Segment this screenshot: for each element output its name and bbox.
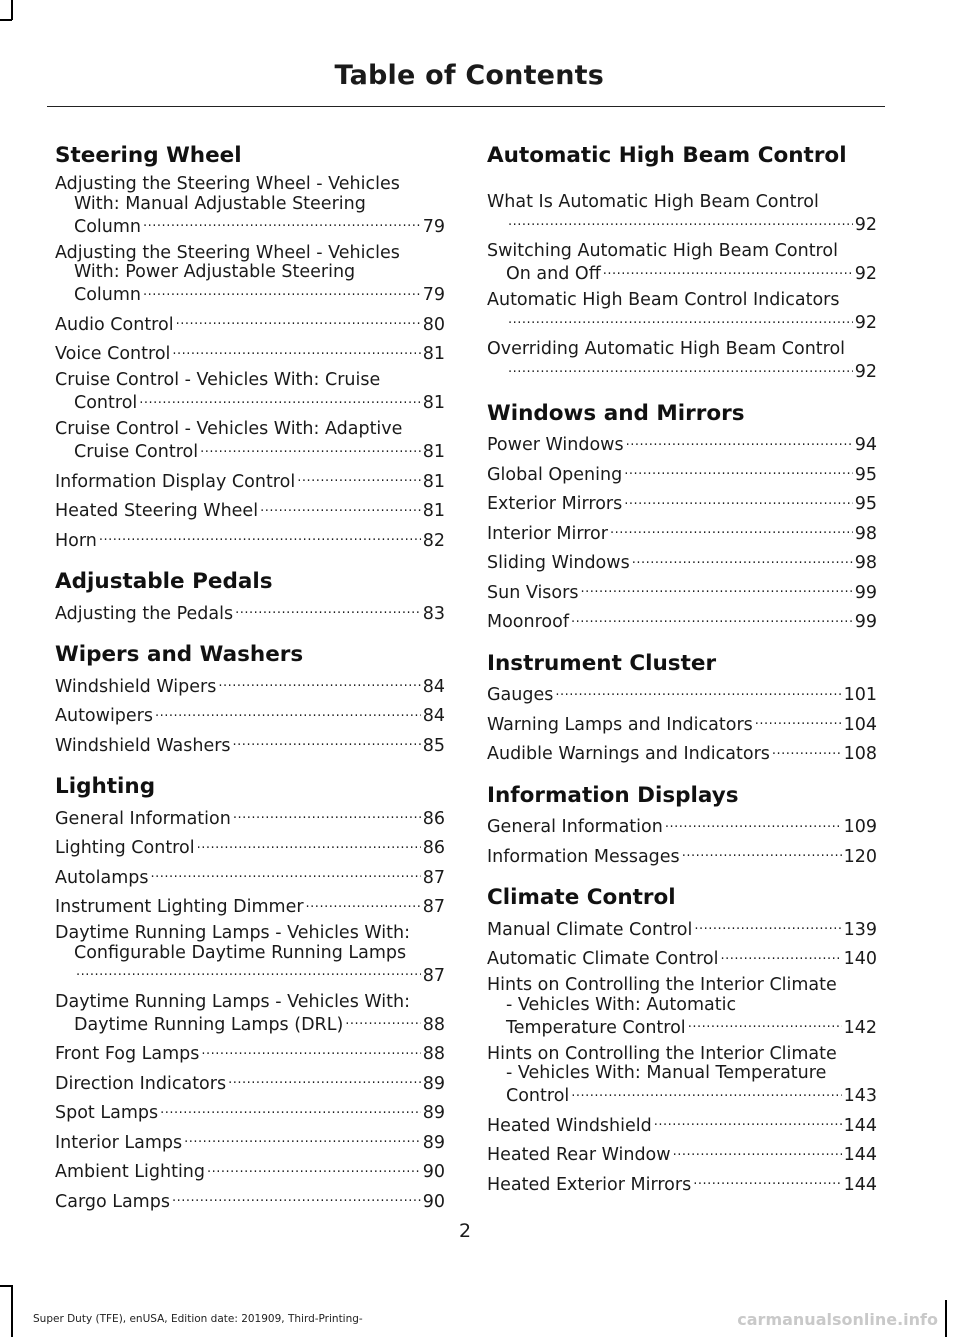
toc-entry[interactable] — [487, 193, 877, 236]
toc-page-number: 98 — [854, 553, 877, 573]
toc-entry-text: Autolamps — [55, 867, 149, 888]
toc-entry-text: General Information — [487, 817, 663, 837]
toc-entry[interactable] — [487, 1113, 877, 1136]
toc-entry-text: Direction Indicators — [55, 1073, 227, 1094]
dot-leader — [624, 492, 852, 510]
dot-leader — [235, 601, 421, 619]
toc-entry-text: Global Opening — [487, 464, 623, 485]
crop-mark — [11, 1285, 13, 1337]
dot-leader — [720, 947, 841, 965]
toc-entry[interactable] — [55, 674, 445, 697]
toc-entry[interactable] — [55, 371, 445, 414]
toc-entry-text: - Vehicles With: Manual Temperature — [506, 1063, 827, 1083]
toc-entry[interactable] — [55, 924, 445, 986]
toc-page-number: 90 — [422, 1191, 445, 1212]
toc-entry-text: Windshield Wipers — [55, 676, 217, 697]
toc-page-number: 87 — [422, 897, 445, 917]
toc-entry-text: - Vehicles With: Automatic — [506, 994, 737, 1015]
toc-entry-text: Gauges — [487, 685, 554, 705]
toc-entry-text: Cruise Control - Vehicles With: Cruise — [55, 371, 381, 390]
toc-entry[interactable] — [487, 433, 877, 456]
toc-section — [55, 642, 445, 756]
toc-entry-text: Warning Lamps and Indicators — [487, 714, 753, 735]
toc-entry[interactable] — [487, 580, 877, 603]
toc-entry-text: Windshield Washers — [55, 735, 231, 756]
dot-leader — [345, 1012, 420, 1030]
toc-entry-text: Column — [74, 285, 142, 305]
toc-entry-text: Interior Mirror — [487, 523, 608, 544]
toc-entry[interactable] — [55, 733, 445, 756]
toc-left-column — [55, 143, 445, 1230]
dot-leader — [155, 704, 421, 722]
dot-leader — [624, 462, 853, 480]
dot-leader — [508, 311, 853, 329]
toc-page-number: 81 — [422, 393, 445, 413]
toc-entry-text: Daytime Running Lamps - Vehicles With: — [55, 924, 411, 943]
dot-leader — [143, 283, 421, 301]
dot-leader — [654, 1113, 842, 1131]
toc-section — [487, 783, 877, 868]
toc-page-number: 144 — [843, 1174, 877, 1195]
toc-entry[interactable] — [55, 601, 445, 624]
toc-entry[interactable] — [487, 1172, 877, 1195]
toc-page-number: 89 — [422, 1103, 445, 1123]
toc-right-column — [487, 143, 877, 1213]
toc-page-number: 98 — [854, 523, 877, 544]
crop-mark — [0, 1285, 12, 1287]
toc-page-number: 81 — [422, 442, 445, 462]
toc-entry[interactable] — [55, 1071, 445, 1094]
toc-entry-text: Daytime Running Lamps (DRL) — [74, 1014, 344, 1035]
section-title: Wipers and Washers — [55, 642, 304, 667]
toc-entry[interactable] — [487, 844, 877, 867]
toc-page-number: 120 — [843, 846, 877, 867]
toc-page-number: 79 — [422, 285, 445, 305]
toc-entry-text: Adjusting the Steering Wheel - Vehicles — [55, 175, 400, 194]
toc-entry[interactable] — [55, 1042, 445, 1065]
toc-page-number: 88 — [422, 1044, 445, 1064]
toc-page-number: 140 — [843, 949, 877, 969]
toc-page-number: 83 — [422, 603, 445, 624]
toc-page-number: 89 — [422, 1132, 445, 1153]
toc-entry[interactable] — [487, 242, 877, 285]
toc-page-number: 85 — [422, 735, 445, 756]
toc-entry[interactable] — [55, 499, 445, 522]
toc-entry[interactable] — [55, 1130, 445, 1153]
toc-entry-text: With: Power Adjustable Steering — [74, 262, 356, 282]
toc-entry[interactable] — [55, 993, 445, 1036]
toc-entry-text: Exterior Mirrors — [487, 494, 623, 514]
dot-leader — [297, 469, 421, 487]
toc-page-number: 139 — [843, 919, 877, 940]
toc-page-number: 84 — [422, 676, 445, 697]
toc-entry-text: Instrument Lighting Dimmer — [55, 897, 304, 917]
dot-leader — [151, 865, 421, 883]
toc-entry-text: Voice Control — [55, 344, 171, 364]
dot-leader — [139, 391, 420, 409]
toc-entry-text: Control — [74, 393, 138, 413]
dot-leader — [233, 733, 421, 751]
crop-mark — [945, 1300, 947, 1337]
toc-entry[interactable] — [487, 712, 877, 735]
dot-leader — [693, 1172, 841, 1190]
toc-section — [487, 885, 877, 1195]
toc-page-number: 92 — [854, 215, 877, 235]
toc-entry[interactable] — [487, 462, 877, 485]
toc-entry[interactable] — [55, 836, 445, 859]
dot-leader — [755, 712, 842, 730]
toc-section — [487, 143, 877, 383]
dot-leader — [673, 1143, 842, 1161]
dot-leader — [571, 610, 853, 628]
toc-entry-text: Information Display Control — [55, 471, 296, 492]
toc-entry[interactable] — [55, 1101, 445, 1124]
toc-entry-text: Sliding Windows — [487, 553, 630, 573]
toc-entry[interactable] — [487, 551, 877, 574]
dot-leader — [508, 213, 853, 231]
toc-page-number: 92 — [854, 264, 877, 284]
dot-leader — [632, 551, 853, 569]
toc-entry-text: Heated Steering Wheel — [55, 501, 259, 521]
toc-entry-text: Column — [74, 216, 142, 237]
toc-page-number: 99 — [854, 612, 877, 632]
toc-page-number: 84 — [422, 706, 445, 726]
toc-entry-text: Moonroof — [487, 612, 569, 632]
toc-page-number: 99 — [854, 582, 877, 603]
toc-entry[interactable] — [55, 1160, 445, 1183]
toc-entry[interactable] — [487, 340, 877, 383]
toc-entry[interactable] — [55, 806, 445, 829]
toc-page-number: 142 — [843, 1017, 877, 1038]
dot-leader — [603, 262, 853, 280]
toc-page-number: 80 — [422, 314, 445, 335]
toc-entry-text: Lighting Control — [55, 838, 195, 858]
toc-entry-text: Cruise Control — [74, 442, 199, 462]
toc-entry[interactable] — [55, 420, 445, 463]
toc-entry-text: Adjusting the Steering Wheel - Vehicles — [55, 243, 400, 263]
toc-section — [55, 774, 445, 1212]
toc-entry[interactable] — [487, 291, 877, 334]
toc-page-number: 81 — [422, 501, 445, 521]
dot-leader — [580, 580, 852, 598]
section-title: Automatic High Beam Control — [487, 143, 847, 168]
toc-section — [487, 651, 877, 765]
toc-entry[interactable] — [487, 947, 877, 970]
toc-entry-text: Switching Automatic High Beam Control — [487, 242, 838, 261]
toc-page-number: 109 — [843, 817, 877, 837]
dot-leader — [665, 815, 842, 833]
toc-page-number: 89 — [422, 1073, 445, 1094]
toc-entry-text: Cruise Control - Vehicles With: Adaptive — [55, 420, 403, 439]
page-title: Table of Contents — [334, 60, 604, 91]
toc-entry[interactable] — [487, 492, 877, 515]
toc-page-number: 82 — [422, 530, 445, 551]
toc-entry[interactable] — [487, 683, 877, 706]
dot-leader — [233, 806, 421, 824]
toc-entry-text: Manual Climate Control — [487, 919, 693, 940]
dot-leader — [99, 528, 421, 546]
toc-entry[interactable] — [55, 528, 445, 551]
section-title: Climate Control — [487, 885, 676, 910]
section-title: Lighting — [55, 774, 156, 799]
crop-mark — [0, 19, 12, 21]
toc-page-number: 86 — [422, 808, 445, 829]
toc-section — [55, 143, 445, 551]
dot-leader — [772, 742, 842, 760]
toc-entry-text: Autowipers — [55, 706, 153, 726]
dot-leader — [200, 440, 421, 458]
toc-entry-text: Power Windows — [487, 435, 624, 455]
toc-page-number: 90 — [422, 1162, 445, 1182]
toc-section — [487, 401, 877, 633]
toc-page-number: 104 — [843, 714, 877, 735]
toc-entry-text: Hints on Controlling the Interior Climate — [487, 1044, 837, 1064]
toc-entry[interactable] — [55, 244, 445, 306]
dot-leader — [184, 1130, 421, 1148]
dot-leader — [610, 521, 853, 539]
dot-leader — [160, 1101, 421, 1119]
toc-entry-text: Horn — [55, 530, 97, 551]
toc-section — [55, 569, 445, 624]
toc-page-number: 101 — [843, 685, 877, 705]
toc-entry[interactable] — [487, 976, 877, 1038]
toc-page-number: 94 — [854, 435, 877, 455]
toc-entry-text: Heated Rear Window — [487, 1145, 671, 1165]
toc-entry[interactable] — [487, 815, 877, 838]
dot-leader — [571, 1084, 841, 1102]
section-title: Windows and Mirrors — [487, 400, 745, 426]
toc-entry-text: Cargo Lamps — [55, 1191, 170, 1212]
toc-entry-text: What Is Automatic High Beam Control — [487, 193, 819, 212]
toc-page-number: 79 — [422, 216, 445, 237]
dot-leader — [176, 312, 421, 330]
section-title: Instrument Cluster — [487, 650, 717, 676]
dot-leader — [682, 844, 842, 862]
toc-page-number: 81 — [422, 471, 445, 492]
toc-entry-text: Spot Lamps — [55, 1103, 159, 1123]
toc-entry[interactable] — [487, 1045, 877, 1107]
toc-entry-text: Front Fog Lamps — [55, 1044, 200, 1064]
section-title: Adjustable Pedals — [55, 569, 273, 594]
toc-entry-text: Adjusting the Pedals — [55, 603, 234, 624]
toc-entry-text: General Information — [55, 808, 231, 829]
dot-leader — [207, 1160, 421, 1178]
toc-entry-text: Audible Warnings and Indicators — [487, 744, 770, 764]
section-title: Steering Wheel — [55, 143, 242, 168]
toc-page-number: 143 — [843, 1086, 877, 1106]
toc-entry[interactable] — [55, 1189, 445, 1212]
toc-entry[interactable] — [487, 1143, 877, 1166]
toc-entry-text: Configurable Daytime Running Lamps — [74, 942, 407, 963]
toc-entry-text: Daytime Running Lamps - Vehicles With: — [55, 992, 411, 1012]
toc-entry[interactable] — [487, 521, 877, 544]
toc-entry-text: Sun Visors — [487, 582, 579, 603]
toc-entry[interactable] — [55, 865, 445, 888]
dot-leader — [76, 963, 421, 981]
toc-page-number: 108 — [843, 744, 877, 764]
page-number: 2 — [458, 1220, 472, 1242]
toc-entry-text: Interior Lamps — [55, 1132, 183, 1153]
toc-entry[interactable] — [55, 312, 445, 335]
watermark-logo: carmanualsonline.info — [737, 1310, 938, 1329]
dot-leader — [143, 214, 421, 232]
toc-page-number: 92 — [854, 313, 877, 333]
dot-leader — [172, 1189, 421, 1207]
toc-page-number: 87 — [422, 867, 445, 888]
toc-entry-text: Heated Windshield — [487, 1115, 652, 1136]
toc-entry-text: Information Messages — [487, 846, 680, 867]
toc-entry[interactable] — [55, 175, 445, 237]
toc-entry[interactable] — [55, 704, 445, 727]
dot-leader — [306, 895, 421, 913]
dot-leader — [694, 917, 841, 935]
dot-leader — [260, 499, 421, 517]
toc-page-number: 95 — [854, 494, 877, 514]
dot-leader — [508, 360, 853, 378]
toc-entry-text: On and Off — [506, 264, 601, 284]
toc-entry-text: With: Manual Adjustable Steering — [74, 193, 366, 214]
dot-leader — [228, 1071, 421, 1089]
toc-entry-text: Automatic High Beam Control Indicators — [487, 291, 840, 310]
toc-page-number: 144 — [843, 1145, 877, 1165]
dot-leader — [688, 1015, 842, 1033]
toc-entry[interactable] — [55, 895, 445, 918]
toc-entry-text: Automatic Climate Control — [487, 949, 719, 969]
toc-page-number: 95 — [854, 464, 877, 485]
toc-entry[interactable] — [487, 917, 877, 940]
dot-leader — [555, 683, 841, 701]
toc-entry[interactable] — [487, 742, 877, 765]
toc-page-number: 88 — [422, 1014, 445, 1035]
toc-entry-text: Heated Exterior Mirrors — [487, 1174, 692, 1195]
header-divider — [47, 106, 885, 107]
toc-page-number: 92 — [854, 362, 877, 382]
toc-entry-text: Overriding Automatic High Beam Control — [487, 340, 846, 359]
dot-leader — [201, 1042, 420, 1060]
toc-entry[interactable] — [55, 342, 445, 365]
toc-entry[interactable] — [487, 610, 877, 633]
toc-page-number: 86 — [422, 838, 445, 858]
crop-mark — [11, 0, 13, 20]
dot-leader — [626, 433, 853, 451]
toc-page-number: 81 — [422, 344, 445, 364]
toc-entry-text: Ambient Lighting — [55, 1162, 206, 1182]
toc-page-number: 144 — [843, 1115, 877, 1136]
dot-leader — [197, 836, 421, 854]
toc-entry-text: Audio Control — [55, 314, 174, 335]
footer-edition-info: Super Duty (TFE), enUSA, Edition date: 201909, Third-Printing- — [33, 1313, 363, 1325]
dot-leader — [172, 342, 420, 360]
dot-leader — [218, 674, 420, 692]
toc-page-number: 87 — [422, 965, 445, 986]
toc-entry-text: Control — [506, 1086, 570, 1106]
toc-entry-text: Temperature Control — [506, 1017, 686, 1038]
section-title: Information Displays — [487, 782, 739, 808]
toc-entry[interactable] — [55, 469, 445, 492]
toc-entry-text: Hints on Controlling the Interior Climate — [487, 976, 837, 995]
